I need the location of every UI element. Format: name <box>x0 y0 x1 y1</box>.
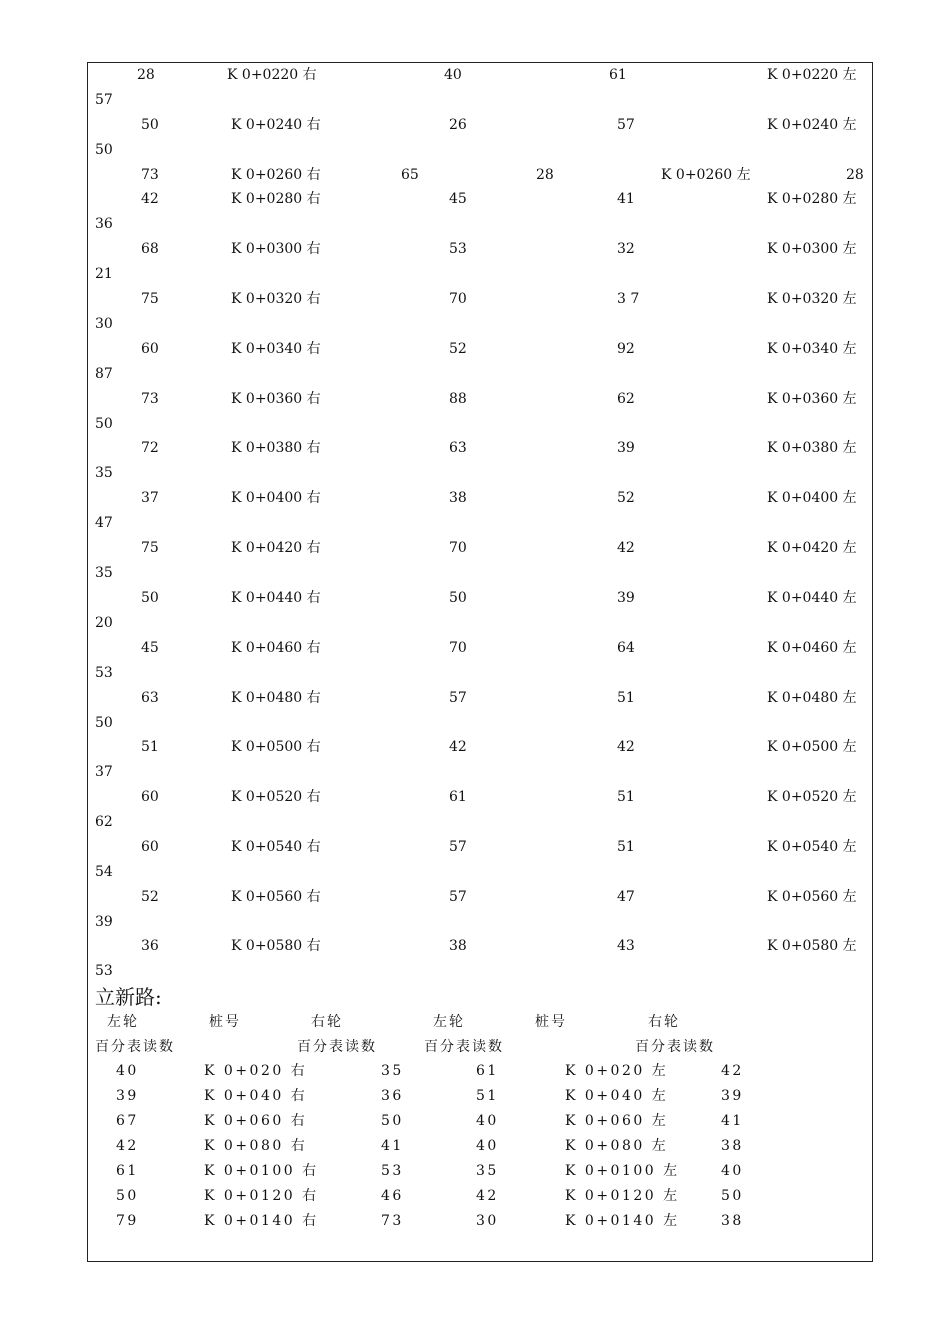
left-wheel-reading-2: 62 <box>617 391 635 407</box>
right-wheel-reading-2: 35 <box>95 565 113 581</box>
right-wheel-reading-2: 53 <box>95 665 113 681</box>
station-right: K 0+0560 右 <box>231 889 321 905</box>
right-wheel-reading-2: 53 <box>95 963 113 979</box>
station-right: K 0+0220 右 <box>227 67 317 83</box>
left-wheel-reading-2: 42 <box>476 1188 499 1204</box>
left-wheel-reading: 50 <box>116 1188 139 1204</box>
station-right: K 0+0140 右 <box>204 1213 319 1229</box>
header-dial-reading-4: 百分表读数 <box>635 1039 715 1055</box>
right-wheel-reading-2: 40 <box>721 1163 744 1179</box>
page-frame <box>87 62 873 1262</box>
station-right: K 0+0480 右 <box>231 690 321 706</box>
left-wheel-reading: 37 <box>141 490 159 506</box>
station-left: K 0+0400 左 <box>767 490 857 506</box>
right-wheel-reading: 70 <box>449 540 467 556</box>
station-left: K 0+080 左 <box>565 1138 669 1154</box>
left-wheel-reading-2: 39 <box>617 590 635 606</box>
left-wheel-reading-2: 51 <box>617 690 635 706</box>
header-station: 桩号 <box>209 1014 241 1030</box>
right-wheel-reading: 52 <box>449 341 467 357</box>
right-wheel-reading: 53 <box>381 1163 404 1179</box>
right-wheel-reading-2: 36 <box>95 216 113 232</box>
station-left: K 0+0320 左 <box>767 291 857 307</box>
right-wheel-reading: 88 <box>449 391 467 407</box>
left-wheel-reading-2: 40 <box>476 1138 499 1154</box>
station-right: K 0+0280 右 <box>231 191 321 207</box>
right-wheel-reading-2: 21 <box>95 266 113 282</box>
left-wheel-reading-2: 51 <box>617 789 635 805</box>
left-wheel-reading-2: 3 7 <box>617 291 640 307</box>
left-wheel-reading: 60 <box>141 341 159 357</box>
right-wheel-reading-2: 28 <box>846 167 864 183</box>
left-wheel-reading: 79 <box>116 1213 139 1229</box>
right-wheel-reading-2: 62 <box>95 814 113 830</box>
left-wheel-reading-2: 39 <box>617 440 635 456</box>
left-wheel-reading-2: 43 <box>617 938 635 954</box>
station-right: K 0+040 右 <box>204 1088 308 1104</box>
left-wheel-reading-2: 42 <box>617 739 635 755</box>
station-left: K 0+020 左 <box>565 1063 669 1079</box>
right-wheel-reading: 40 <box>444 67 462 83</box>
station-right: K 0+0440 右 <box>231 590 321 606</box>
right-wheel-reading: 38 <box>449 490 467 506</box>
station-right: K 0+0460 右 <box>231 640 321 656</box>
header-left-wheel-2: 左轮 <box>433 1014 465 1030</box>
right-wheel-reading-2: 39 <box>721 1088 744 1104</box>
right-wheel-reading-2: 42 <box>721 1063 744 1079</box>
left-wheel-reading-2: 92 <box>617 341 635 357</box>
station-left: K 0+0500 左 <box>767 739 857 755</box>
right-wheel-reading: 70 <box>449 640 467 656</box>
station-right: K 0+0120 右 <box>204 1188 319 1204</box>
header-station-2: 桩号 <box>535 1014 567 1030</box>
station-right: K 0+080 右 <box>204 1138 308 1154</box>
station-left: K 0+0100 左 <box>565 1163 680 1179</box>
right-wheel-reading: 42 <box>449 739 467 755</box>
left-wheel-reading: 75 <box>141 540 159 556</box>
station-right: K 0+020 右 <box>204 1063 308 1079</box>
left-wheel-reading: 42 <box>141 191 159 207</box>
right-wheel-reading: 63 <box>449 440 467 456</box>
right-wheel-reading-2: 50 <box>95 715 113 731</box>
right-wheel-reading-2: 50 <box>95 416 113 432</box>
header-dial-reading-1: 百分表读数 <box>95 1039 175 1055</box>
station-left: K 0+0460 左 <box>767 640 857 656</box>
right-wheel-reading-2: 38 <box>721 1213 744 1229</box>
right-wheel-reading: 53 <box>449 241 467 257</box>
left-wheel-reading-2: 64 <box>617 640 635 656</box>
left-wheel-reading-2: 57 <box>617 117 635 133</box>
left-wheel-reading-2: 42 <box>617 540 635 556</box>
header-dial-reading-2: 百分表读数 <box>297 1039 377 1055</box>
left-wheel-reading-2: 61 <box>609 67 627 83</box>
station-left: K 0+0560 左 <box>767 889 857 905</box>
left-wheel-reading: 63 <box>141 690 159 706</box>
right-wheel-reading-2: 87 <box>95 366 113 382</box>
station-right: K 0+0500 右 <box>231 739 321 755</box>
right-wheel-reading: 35 <box>381 1063 404 1079</box>
right-wheel-reading-2: 50 <box>95 142 113 158</box>
station-left: K 0+0300 左 <box>767 241 857 257</box>
right-wheel-reading: 26 <box>449 117 467 133</box>
left-wheel-reading-2: 51 <box>476 1088 499 1104</box>
left-wheel-reading: 72 <box>141 440 159 456</box>
header-right-wheel: 右轮 <box>311 1014 343 1030</box>
station-left: K 0+0140 左 <box>565 1213 680 1229</box>
station-right: K 0+0100 右 <box>204 1163 319 1179</box>
station-right: K 0+0240 右 <box>231 117 321 133</box>
station-left: K 0+0360 左 <box>767 391 857 407</box>
right-wheel-reading: 45 <box>449 191 467 207</box>
right-wheel-reading: 61 <box>449 789 467 805</box>
station-right: K 0+0520 右 <box>231 789 321 805</box>
right-wheel-reading-2: 37 <box>95 764 113 780</box>
left-wheel-reading-2: 51 <box>617 839 635 855</box>
left-wheel-reading: 28 <box>137 67 155 83</box>
station-right: K 0+0540 右 <box>231 839 321 855</box>
left-wheel-reading: 36 <box>141 938 159 954</box>
left-wheel-reading: 60 <box>141 789 159 805</box>
right-wheel-reading: 57 <box>449 839 467 855</box>
station-left: K 0+0540 左 <box>767 839 857 855</box>
header-right-wheel-2: 右轮 <box>648 1014 680 1030</box>
station-right: K 0+0400 右 <box>231 490 321 506</box>
right-wheel-reading-2: 20 <box>95 615 113 631</box>
station-left: K 0+0240 左 <box>767 117 857 133</box>
right-wheel-reading: 36 <box>381 1088 404 1104</box>
station-left: K 0+0220 左 <box>767 67 857 83</box>
left-wheel-reading: 67 <box>116 1113 139 1129</box>
station-left: K 0+060 左 <box>565 1113 669 1129</box>
station-right: K 0+0340 右 <box>231 341 321 357</box>
station-left: K 0+040 左 <box>565 1088 669 1104</box>
station-left: K 0+0340 左 <box>767 341 857 357</box>
station-right: K 0+0300 右 <box>231 241 321 257</box>
left-wheel-reading: 51 <box>141 739 159 755</box>
right-wheel-reading-2: 39 <box>95 914 113 930</box>
station-left: K 0+0480 左 <box>767 690 857 706</box>
header-left-wheel: 左轮 <box>107 1014 139 1030</box>
left-wheel-reading: 50 <box>141 590 159 606</box>
left-wheel-reading-2: 41 <box>617 191 635 207</box>
left-wheel-reading: 39 <box>116 1088 139 1104</box>
left-wheel-reading: 75 <box>141 291 159 307</box>
station-right: K 0+0260 右 <box>231 167 321 183</box>
station-left: K 0+0260 左 <box>661 167 751 183</box>
left-wheel-reading-2: 47 <box>617 889 635 905</box>
station-right: K 0+0320 右 <box>231 291 321 307</box>
station-right: K 0+0380 右 <box>231 440 321 456</box>
left-wheel-reading: 73 <box>141 167 159 183</box>
right-wheel-reading: 50 <box>449 590 467 606</box>
header-dial-reading-3: 百分表读数 <box>424 1039 504 1055</box>
left-wheel-reading: 61 <box>116 1163 139 1179</box>
right-wheel-reading: 41 <box>381 1138 404 1154</box>
right-wheel-reading: 57 <box>449 889 467 905</box>
right-wheel-reading: 57 <box>449 690 467 706</box>
right-wheel-reading: 73 <box>381 1213 404 1229</box>
left-wheel-reading: 50 <box>141 117 159 133</box>
left-wheel-reading-2: 40 <box>476 1113 499 1129</box>
right-wheel-reading: 46 <box>381 1188 404 1204</box>
station-left: K 0+0520 左 <box>767 789 857 805</box>
right-wheel-reading: 50 <box>381 1113 404 1129</box>
left-wheel-reading-2: 52 <box>617 490 635 506</box>
station-left: K 0+0120 左 <box>565 1188 680 1204</box>
right-wheel-reading-2: 35 <box>95 465 113 481</box>
left-wheel-reading: 68 <box>141 241 159 257</box>
right-wheel-reading-2: 47 <box>95 515 113 531</box>
left-wheel-reading-2: 35 <box>476 1163 499 1179</box>
left-wheel-reading: 60 <box>141 839 159 855</box>
left-wheel-reading-2: 32 <box>617 241 635 257</box>
station-right: K 0+060 右 <box>204 1113 308 1129</box>
right-wheel-reading: 70 <box>449 291 467 307</box>
right-wheel-reading-2: 38 <box>721 1138 744 1154</box>
station-left: K 0+0440 左 <box>767 590 857 606</box>
left-wheel-reading: 42 <box>116 1138 139 1154</box>
left-wheel-reading: 40 <box>116 1063 139 1079</box>
left-wheel-reading: 73 <box>141 391 159 407</box>
station-right: K 0+0420 右 <box>231 540 321 556</box>
left-wheel-reading: 45 <box>141 640 159 656</box>
right-wheel-reading: 65 <box>401 167 419 183</box>
right-wheel-reading-2: 41 <box>721 1113 744 1129</box>
left-wheel-reading-2: 30 <box>476 1213 499 1229</box>
station-left: K 0+0420 左 <box>767 540 857 556</box>
right-wheel-reading-2: 54 <box>95 864 113 880</box>
left-wheel-reading: 52 <box>141 889 159 905</box>
right-wheel-reading-2: 57 <box>95 92 113 108</box>
station-left: K 0+0380 左 <box>767 440 857 456</box>
station-right: K 0+0360 右 <box>231 391 321 407</box>
right-wheel-reading-2: 30 <box>95 316 113 332</box>
left-wheel-reading-2: 61 <box>476 1063 499 1079</box>
left-wheel-reading-2: 28 <box>536 167 554 183</box>
right-wheel-reading: 38 <box>449 938 467 954</box>
station-left: K 0+0580 左 <box>767 938 857 954</box>
right-wheel-reading-2: 50 <box>721 1188 744 1204</box>
section-title: 立新路: <box>95 985 162 1009</box>
station-left: K 0+0280 左 <box>767 191 857 207</box>
station-right: K 0+0580 右 <box>231 938 321 954</box>
